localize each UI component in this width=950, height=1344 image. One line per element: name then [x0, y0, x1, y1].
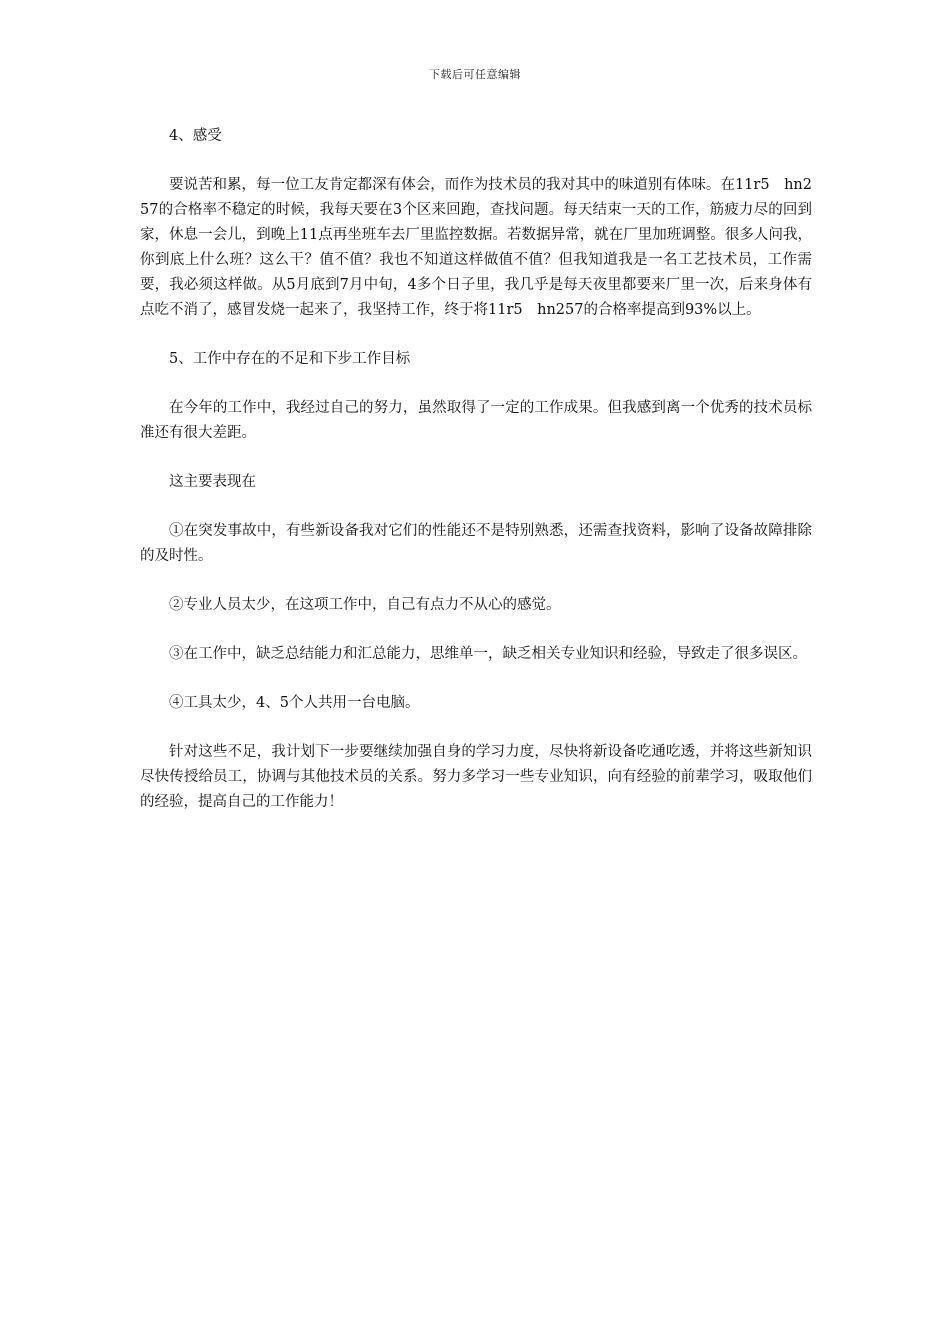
header-note: 下载后可任意编辑: [429, 68, 521, 81]
list-item-4: ④工具太少，4、5个人共用一台电脑。: [169, 695, 420, 711]
paragraph-hardship: 要说苦和累，每一位工友肯定都深有体会，而作为技术员的我对其中的味道别有体味。在11r5 hn257的合格率不稳定的时候，我每天要在3个区来回跑，查找问题。每天结束一天的工作，筋疲力尽的回到家，休息一会儿，到晚上11点再坐班车去厂里监控数据。若数据异常，就在厂里加班调整。很多人问我，你到底上什么班？这么干？值不值？我也不知道这样做值不值？但我知道我是一名工艺技术员，工作需要，我必须这样做。从5月底到7月中旬，4多个日子里，我几乎是每天夜里都要来厂里一次，后来身体有点吃不消了，感冒发烧一起来了，我坚持工作，终于将11r5 hn257的合格率提高到93%以上。: [140, 177, 812, 318]
list-item-2: ②专业人员太少，在这项工作中，自己有点力不从心的感觉。: [169, 597, 561, 613]
list-item-1: ①在突发事故中，有些新设备我对它们的性能还不是特别熟悉，还需查找资料，影响了设备故障排除的及时性。: [140, 523, 812, 564]
section-heading-shortcomings: 5、工作中存在的不足和下步工作目标: [169, 351, 411, 367]
section-heading-feelings: 4、感受: [169, 128, 222, 144]
paragraph-gap: 在今年的工作中，我经过自己的努力，虽然取得了一定的工作成果。但我感到离一个优秀的技术员标准还有很大差距。: [140, 400, 812, 441]
paragraph-manifest: 这主要表现在: [169, 474, 256, 490]
paragraph-plan: 针对这些不足，我计划下一步要继续加强自身的学习力度，尽快将新设备吃通吃透，并将这些新知识尽快传授给员工，协调与其他技术员的关系。努力多学习一些专业知识，向有经验的前辈学习，吸取他们的经验，提高自己的工作能力！: [140, 744, 812, 810]
list-item-3: ③在工作中，缺乏总结能力和汇总能力，思维单一，缺乏相关专业知识和经验，导致走了很多误区。: [169, 646, 807, 662]
document-body: [140, 124, 812, 815]
